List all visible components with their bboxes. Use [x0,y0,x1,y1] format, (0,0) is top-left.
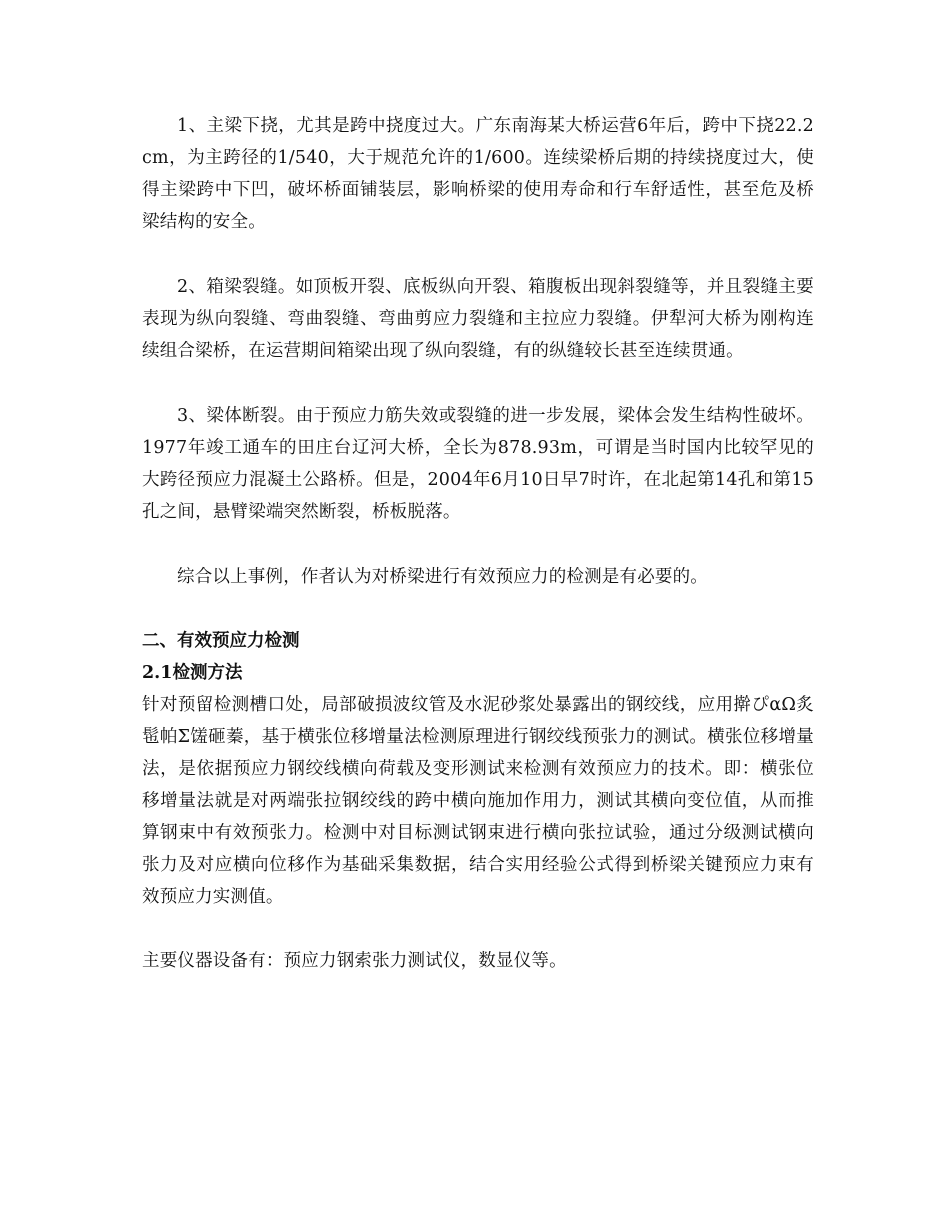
paragraph-equipment: 主要仪器设备有：预应力钢索张力测试仪，数显仪等。 [142,951,567,971]
paragraph-box-girder-cracks: 2、箱梁裂缝。如顶板开裂、底板纵向开裂、箱腹板出现斜裂缝等，并且裂缝主要表现为纵向裂缝、弯曲裂缝、弯曲剪应力裂缝和主拉应力裂缝。伊犁河大桥为刚构连续组合梁桥，在运营期间箱梁出现了纵向裂缝，有的纵缝较长甚至连续贯通。 [142,277,814,361]
paragraph-conclusion: 综合以上事例，作者认为对桥梁进行有效预应力的检测是有必要的。 [177,567,708,587]
subsection-heading: 2.1检测方法 [142,663,243,683]
paragraph-main-beam-deflection: 1、主梁下挠，尤其是跨中挠度过大。广东南海某大桥运营6年后，跨中下挠22.2cm，为主跨径的1/540，大于规范允许的1/600。连续梁桥后期的持续挠度过大，使得主梁跨中下凹，破坏桥面铺装层，影响桥梁的使用寿命和行车舒适性，甚至危及桥梁结构的安全。 [142,116,814,232]
document-page [142,110,814,977]
paragraph-detection-method: 针对预留检测槽口处，局部破损波纹管及水泥砂浆处暴露出的钢绞线，应用擀ぴαΩ炙髢帕Σ馐砸蓁，基于横张位移增量法检测原理进行钢绞线预张力的测试。横张位移增量法，是依据预应力钢绞线横向荷载及变形测试来检测有效预应力的技术。即：横张位移增量法就是对两端张拉钢绞线的跨中横向施加作用力，测试其横向变位值，从而推算钢束中有效预张力。检测中对目标测试钢束进行横向张拉试验，通过分级测试横向张力及对应横向位移作为基础采集数据，结合实用经验公式得到桥梁关键预应力束有效预应力实测值。 [142,695,814,907]
section-heading: 二、有效预应力检测 [142,631,300,651]
paragraph-beam-fracture: 3、梁体断裂。由于预应力筋失效或裂缝的进一步发展，梁体会发生结构性破坏。1977年竣工通车的田庄台辽河大桥，全长为878.93m，可谓是当时国内比较罕见的大跨径预应力混凝土公路桥。但是，2004年6月10日早7时许，在北起第14孔和第15孔之间，悬臂梁端突然断裂，桥板脱落。 [142,406,814,522]
